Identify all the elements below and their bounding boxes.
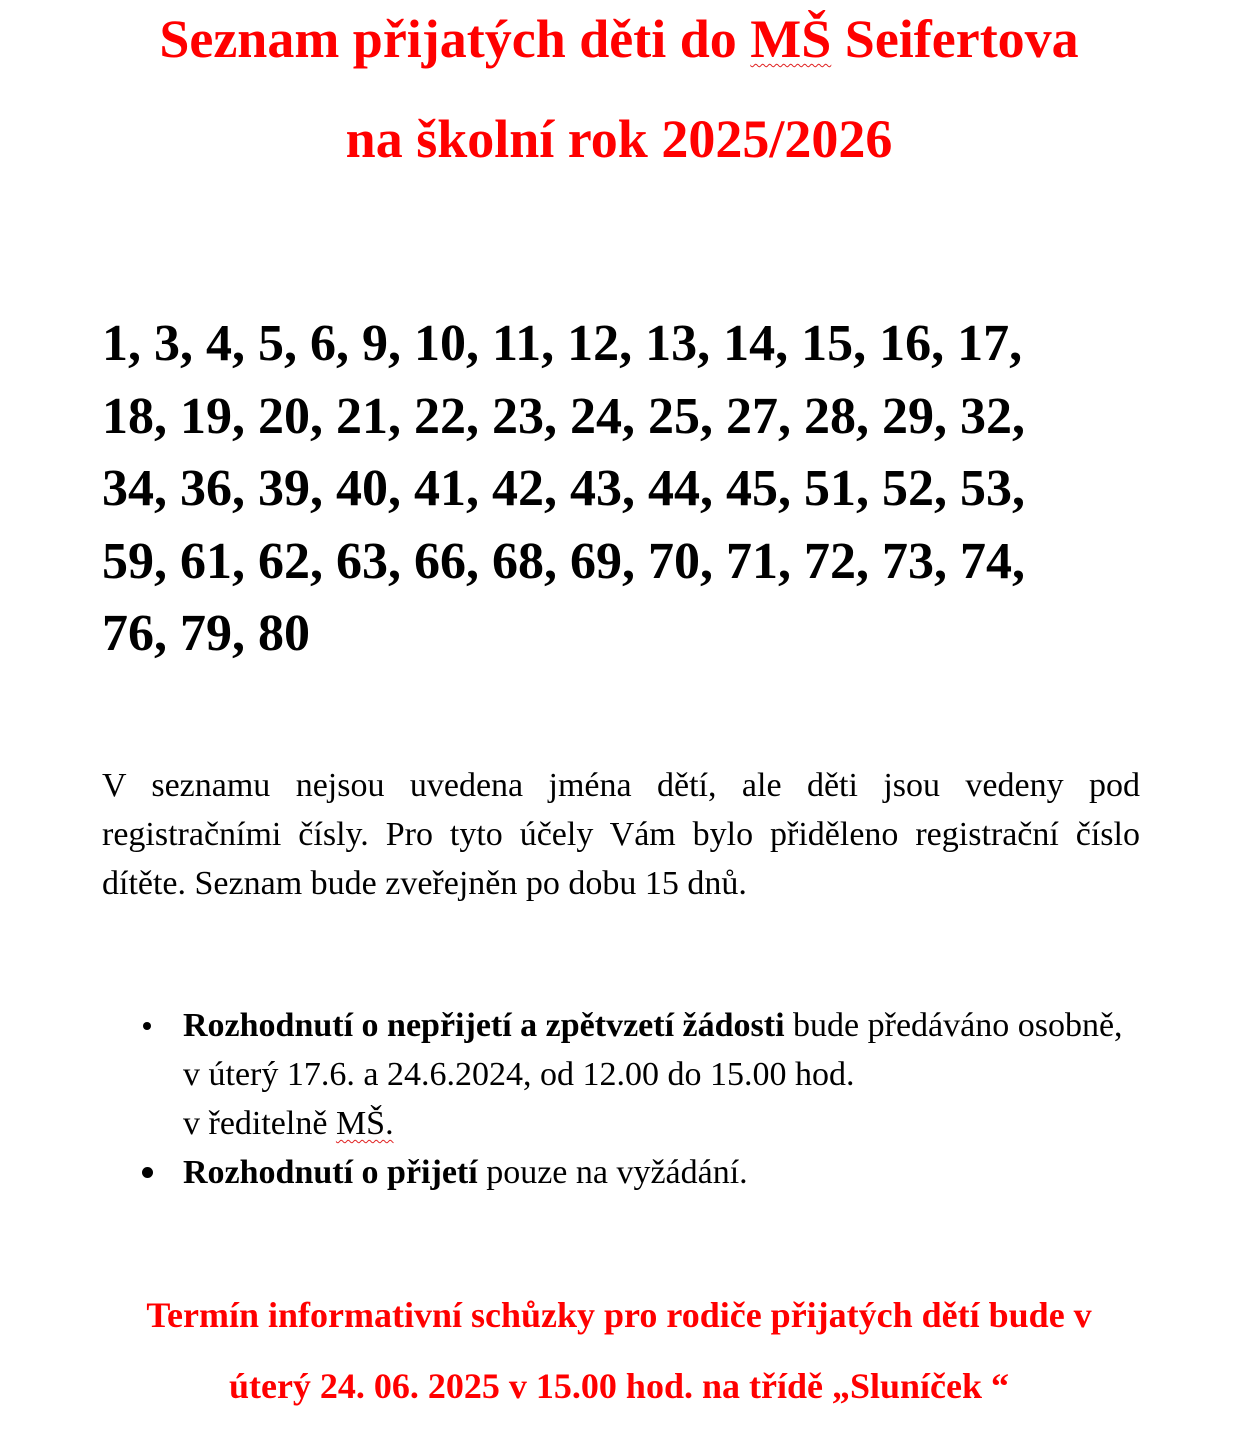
bullet-dot-icon (143, 1022, 151, 1030)
meeting-notice-line-2: úterý 24. 06. 2025 v 15.00 hod. na třídě „Sluníček “ (228, 1366, 1010, 1406)
page-title-line-2: na školní rok 2025/2026 (345, 109, 893, 169)
list-item-rejection (183, 1001, 1143, 1148)
decision-bullet-list (183, 1001, 1143, 1197)
bullet-bold-text: Rozhodnutí o přijetí (183, 1154, 478, 1191)
bullet-line3-text: v ředitelně (183, 1105, 336, 1142)
notice-paragraph: V seznamu nejsou uvedena jména dětí, ale děti jsou vedeny pod registračními čísly. Pro tyto účely Vám bylo přiděleno registrační číslo dítěte. Seznam bude zveřejněn po dobu 15 dnů. (102, 767, 1140, 902)
page-title-line-1 (0, 9, 1238, 69)
numbers-line: 76, 79, 80 (102, 605, 310, 662)
bullet-bold-text: Rozhodnutí o nepřijetí a zpětvzetí žádosti (183, 1007, 785, 1044)
list-item-acceptance (183, 1148, 1143, 1197)
bullet-abbr-ms: MŠ. (335, 1105, 394, 1142)
bullet-dot-icon (142, 1167, 153, 1178)
bullet-text: pouze na vyžádání. (477, 1154, 748, 1191)
registration-numbers-list (102, 308, 1112, 671)
numbers-line: 1, 3, 4, 5, 6, 9, 10, 11, 12, 13, 14, 15, 16, 17, (102, 315, 1023, 372)
numbers-line: 34, 36, 39, 40, 41, 42, 43, 44, 45, 51, 52, 53, (102, 460, 1025, 517)
title-text-before: Seznam přijatých děti do (159, 9, 751, 69)
title-text-after: Seifertova (831, 9, 1079, 69)
numbers-line: 59, 61, 62, 63, 66, 68, 69, 70, 71, 72, 73, 74, (102, 532, 1025, 590)
title-abbr-ms: MŠ (750, 9, 832, 69)
numbers-line: 18, 19, 20, 21, 22, 23, 24, 25, 27, 28, 29, 32, (102, 387, 1025, 445)
meeting-notice-line-1: Termín informativní schůzky pro rodiče přijatých dětí bude v (146, 1295, 1092, 1335)
bullet-text: bude předáváno osobně, v úterý 17.6. a 24.6.2024, od 12.00 do 15.00 hod. (183, 1007, 1123, 1093)
